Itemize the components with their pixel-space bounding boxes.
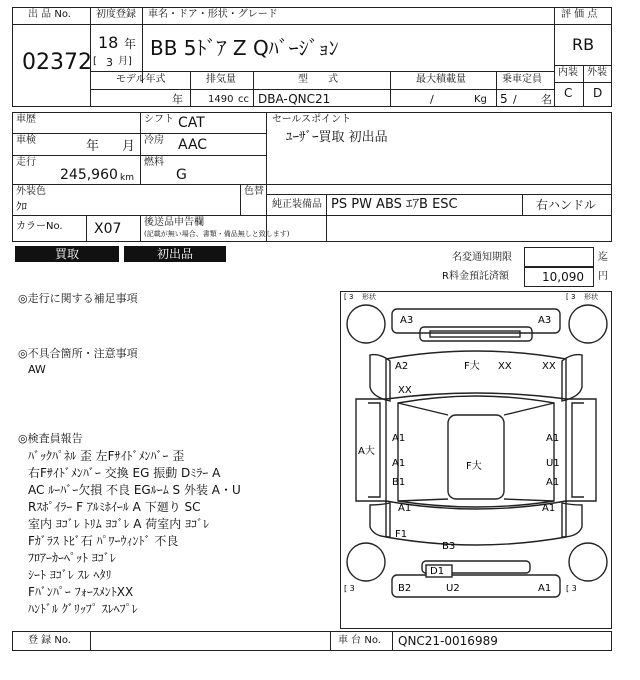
fuel-value: G	[176, 167, 187, 183]
wheel-icon	[347, 543, 385, 581]
model-year-label: モデル年式	[116, 74, 166, 85]
mark: F大	[466, 461, 482, 472]
inspector-line: Fｶﾞﾗｽ ﾄﾋﾞ石 ﾊﾟﾜｰｳｨﾝﾄﾞ 不良	[28, 534, 179, 548]
reg-no-label: 登 録 No.	[28, 635, 71, 646]
capacity-unit: 名	[541, 93, 552, 106]
badge-hatsu-shuppin: 初出品	[124, 246, 226, 262]
mark: B1	[392, 477, 406, 488]
shaken-year-unit: 年	[86, 139, 100, 154]
wheel-icon	[347, 305, 385, 343]
mark: F大	[464, 361, 480, 372]
driving-notes-title: ◎走行に関する補足事項	[18, 292, 138, 305]
car-outline	[347, 305, 607, 597]
maxload-sep: /	[430, 93, 434, 106]
defects-title: ◎不具合箇所・注意事項	[18, 347, 138, 360]
inspector-line: 室内 ﾖｺﾞﾚ ﾄﾘﾑ ﾖｺﾞﾚ A 荷室内 ﾖｺﾞﾚ	[28, 517, 210, 531]
mark: U1	[546, 458, 560, 469]
car-diagram	[340, 291, 612, 629]
name-change-box	[524, 247, 594, 267]
rating-label: 評 価 点	[561, 9, 598, 20]
inspector-line: AC ﾙｰﾊﾞｰ欠損 不良 EGﾙｰﾑ S 外装 A・U	[28, 483, 241, 497]
mileage-value: 245,960	[60, 167, 118, 183]
recycle-label: R料金預託済額	[442, 271, 509, 282]
mark: A大	[358, 446, 375, 457]
inspector-line: Rｽﾎﾟｲﾗｰ F ｱﾙﾐﾎｲｰﾙ A 下廻り SC	[28, 500, 201, 514]
mark: F1	[395, 529, 408, 540]
lot-no-label: 出 品 No.	[28, 9, 71, 20]
name-change-unit: 迄	[598, 252, 608, 263]
interior-label: 内装	[558, 67, 578, 78]
ac-label: 冷房	[144, 135, 164, 146]
inspector-title: ◎検査員報告	[18, 432, 83, 445]
mark: A1	[398, 503, 412, 514]
mileage-unit: km	[120, 173, 134, 183]
name-change-label: 名変通知期限	[452, 252, 512, 263]
damage-marks	[358, 315, 560, 594]
capacity-sep: /	[513, 93, 517, 106]
corner-label-bl: [ 3	[344, 584, 355, 593]
mark: B3	[442, 541, 456, 552]
corner-label-br: [ 3	[566, 584, 577, 593]
ext-color-value: ｸﾛ	[16, 200, 27, 213]
carname-label: 車名・ドア・形状・グレード	[148, 9, 278, 20]
inspector-line: Fﾊﾞﾝﾊﾟｰ ﾌｫｰｽﾒﾝﾄXX	[28, 585, 134, 599]
inspector-line: ﾊﾝﾄﾞﾙ ｸﾞﾘｯﾌﾟ ｽﾚﾍﾌﾟﾚ	[28, 602, 138, 616]
shift-value: CAT	[178, 115, 205, 131]
mark: A1	[542, 503, 556, 514]
reg-year-unit: 年	[124, 37, 137, 51]
mark: A3	[538, 315, 552, 326]
docs-label: 後送品申告欄	[144, 217, 204, 228]
corner-label-tl: [ 3	[344, 293, 354, 301]
reg-month-open: [	[93, 56, 97, 67]
maxload-label: 最大積載量	[416, 74, 466, 85]
displacement-label: 排気量	[206, 74, 236, 85]
inspector-report	[28, 447, 328, 617]
mark: A1	[392, 433, 406, 444]
exterior-grade: D	[593, 86, 603, 100]
ac-value: AAC	[178, 137, 208, 153]
reg-year: 18	[98, 33, 119, 52]
recycle-unit: 円	[598, 271, 608, 282]
mark: A1	[546, 433, 560, 444]
fuel-label: 燃料	[144, 157, 164, 168]
history-label: 車歴	[16, 114, 36, 125]
inspector-line: ﾊﾞｯｸﾊﾟﾈﾙ 歪 左Fｻｲﾄﾞﾒﾝﾊﾞｰ 歪	[28, 449, 185, 463]
corner-word-tl: 形状	[362, 293, 376, 301]
genuine-label: 純正装備品	[272, 199, 322, 210]
footer-row	[12, 631, 612, 651]
mark: A1	[538, 583, 552, 594]
inspector-line: 右Fｻｲﾄﾞﾒﾝﾊﾞｰ 交換 EG 振動 Dﾐﾗｰ A	[28, 466, 221, 480]
reg-month: 3	[106, 56, 113, 69]
mark: XX	[498, 361, 512, 372]
displacement: 1490	[208, 94, 234, 105]
docs-note: (記載が無い場合、書類・備品無しと致します)	[144, 230, 290, 238]
first-registration-label: 初度登録	[96, 9, 136, 20]
badge-kaitori: 買取	[15, 246, 119, 262]
corner-word-tr: 形状	[584, 293, 598, 301]
displacement-unit: cc	[238, 94, 249, 105]
exterior-label: 外装	[587, 67, 607, 78]
inspector-line: ﾌﾛｱｰｶｰﾍﾟｯﾄ ﾖｺﾞﾚ	[28, 551, 116, 565]
maxload-unit: Kg	[474, 94, 487, 105]
repaint-label: 色替	[244, 186, 264, 197]
chassis-label: 車 台 No.	[338, 635, 381, 646]
type-label: 型 式	[298, 74, 338, 85]
lot-number: 02372	[22, 50, 92, 75]
inspector-line: ｼｰﾄ ﾖｺﾞﾚ ｽﾚ ﾍﾀﾘ	[28, 568, 112, 582]
recycle-value: 10,090	[542, 270, 584, 284]
reg-month-close: 月]	[118, 56, 132, 67]
chassis-number: QNC21-0016989	[398, 634, 498, 648]
ext-color-label: 外装色	[16, 186, 46, 197]
sales-point-label: セールスポイント	[272, 114, 352, 125]
capacity: 5	[500, 92, 508, 106]
sales-point-text: ﾕｰｻﾞｰ買取 初出品	[286, 130, 388, 145]
car-name: BB 5ﾄﾞｱ Z Qﾊﾞｰｼﾞｮﾝ	[150, 36, 339, 60]
mileage-label: 走行	[16, 157, 36, 168]
shaken-label: 車検	[16, 135, 36, 146]
model-type: DBA-QNC21	[258, 92, 331, 106]
shift-label: シフト	[144, 114, 174, 125]
color-no-label: カラーNo.	[16, 221, 63, 232]
mark: U2	[446, 583, 460, 594]
corner-label-tr: [ 3	[566, 293, 576, 301]
color-no-value: X07	[94, 221, 122, 237]
steering-side: 右ハンドル	[536, 198, 597, 212]
model-year-unit: 年	[172, 93, 183, 106]
capacity-label: 乗車定員	[502, 74, 542, 85]
shaken-month-unit: 月	[122, 139, 136, 154]
mark: A1	[546, 477, 560, 488]
mark: B2	[398, 583, 412, 594]
mark: A1	[392, 458, 406, 469]
wheel-icon	[569, 543, 607, 581]
defects-value: AW	[28, 363, 46, 376]
interior-grade: C	[564, 86, 573, 100]
mark: D1	[430, 566, 445, 577]
mark: XX	[542, 361, 556, 372]
mark: XX	[398, 385, 412, 396]
equipment-list: PS PW ABS ｴｱB ESC	[331, 197, 458, 212]
mark: A3	[400, 315, 414, 326]
rating-value: RB	[572, 35, 595, 54]
wheel-icon	[569, 305, 607, 343]
mark: A2	[395, 361, 409, 372]
